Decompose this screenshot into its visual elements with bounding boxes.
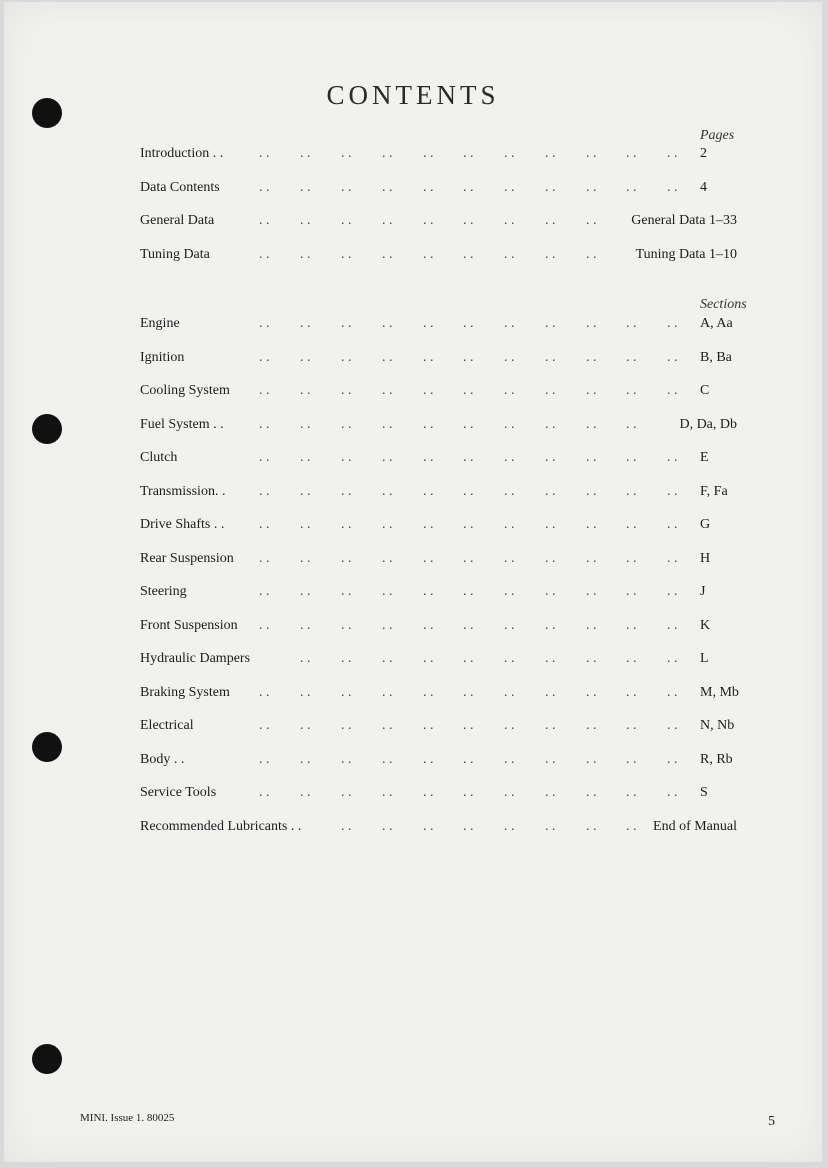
dot-leader: . . <box>382 584 393 599</box>
dot-leader: . . <box>626 416 637 432</box>
dot-leader: . . <box>463 146 474 161</box>
dot-leader: . . <box>300 550 311 566</box>
dot-leader: . . <box>259 718 270 733</box>
dot-leader: . . <box>545 349 556 365</box>
document-page <box>4 2 822 1162</box>
section-entry-label: Front Suspension <box>140 617 238 633</box>
section-entry-label: Transmission. . <box>140 483 226 499</box>
dot-leader: . . <box>586 751 597 767</box>
dot-leader: . . <box>259 450 270 465</box>
dot-leader: . . <box>423 483 434 499</box>
page-entry-ref: 2 <box>700 146 707 161</box>
dot-leader: . . <box>504 617 515 633</box>
dot-leader: . . <box>667 483 678 499</box>
dot-leader: . . <box>259 785 270 800</box>
dot-leader: . . <box>423 617 434 633</box>
dot-leader: . . <box>545 785 556 800</box>
dot-leader: . . <box>545 818 556 834</box>
dot-leader: . . <box>382 684 393 700</box>
dot-leader: . . <box>667 718 678 733</box>
dot-leader: . . <box>626 179 637 195</box>
section-entry <box>137 314 777 334</box>
section-entry-ref: K <box>700 617 711 633</box>
dot-leader: . . <box>586 684 597 700</box>
section-entry <box>137 716 777 736</box>
dot-leader: . . <box>300 785 311 800</box>
section-entry-ref: S <box>700 785 708 800</box>
section-entry-label: Braking System <box>140 684 230 700</box>
dot-leader: . . <box>586 316 597 331</box>
dot-leader: . . <box>463 213 474 228</box>
page-title: CONTENTS <box>326 80 500 110</box>
section-entry <box>137 683 777 703</box>
dot-leader: . . <box>300 416 311 432</box>
dot-leader: . . <box>341 617 352 633</box>
dot-leader: . . <box>341 517 352 532</box>
section-entry <box>137 616 777 636</box>
dot-leader: . . <box>586 213 597 228</box>
dot-leader: . . <box>504 213 515 228</box>
dot-leader: . . <box>423 584 434 599</box>
dot-leader: . . <box>667 146 678 161</box>
dot-leader: . . <box>586 483 597 499</box>
dot-leader: . . <box>463 316 474 331</box>
dot-leader: . . <box>586 450 597 465</box>
dot-leader: . . <box>423 718 434 733</box>
dot-leader: . . <box>341 751 352 767</box>
dot-leader: . . <box>300 517 311 532</box>
dot-leader: . . <box>504 179 515 195</box>
section-entry-label: Ignition <box>140 349 185 365</box>
dot-leader: . . <box>545 651 556 666</box>
dot-leader: . . <box>667 179 678 195</box>
dot-leader: . . <box>586 146 597 161</box>
dot-leader: . . <box>545 584 556 599</box>
dot-leader: . . <box>545 213 556 228</box>
dot-leader: . . <box>504 651 515 666</box>
dot-leader: . . <box>545 517 556 532</box>
dot-leader: . . <box>586 550 597 566</box>
dot-leader: . . <box>423 818 434 834</box>
dot-leader: . . <box>545 316 556 331</box>
dot-leader: . . <box>259 617 270 633</box>
binder-hole <box>32 1044 62 1074</box>
dot-leader: . . <box>545 751 556 767</box>
dot-leader: . . <box>382 617 393 633</box>
footer-issue-info: MINI. Issue 1. 80025 <box>80 1112 175 1124</box>
dot-leader: . . <box>382 450 393 465</box>
page-entry <box>137 178 777 198</box>
dot-leader: . . <box>667 785 678 800</box>
dot-leader: . . <box>626 517 637 532</box>
dot-leader: . . <box>463 617 474 633</box>
section-entry-label: Recommended Lubricants . . <box>140 818 302 834</box>
dot-leader: . . <box>300 179 311 195</box>
dot-leader: . . <box>586 651 597 666</box>
dot-leader: . . <box>423 316 434 331</box>
section-entry-label: Steering <box>140 584 187 599</box>
section-entry-ref: D, Da, Db <box>679 416 737 432</box>
section-entry <box>137 381 777 401</box>
dot-leader: . . <box>463 450 474 465</box>
dot-leader: . . <box>382 316 393 331</box>
dot-leader: . . <box>504 818 515 834</box>
dot-leader: . . <box>463 751 474 767</box>
dot-leader: . . <box>545 179 556 195</box>
page-entry <box>137 144 777 164</box>
dot-leader: . . <box>259 179 270 195</box>
dot-leader: . . <box>382 179 393 195</box>
pages-column-heading: Pages <box>700 128 735 143</box>
binder-hole <box>32 414 62 444</box>
sections-column-heading: Sections <box>700 297 747 312</box>
section-entry-ref: L <box>700 651 709 666</box>
dot-leader: . . <box>423 684 434 700</box>
dot-leader: . . <box>545 684 556 700</box>
section-entry-label: Hydraulic Dampers <box>140 651 251 666</box>
dot-leader: . . <box>626 550 637 566</box>
section-entry <box>137 783 777 803</box>
dot-leader: . . <box>300 349 311 365</box>
section-entry-ref: J <box>700 584 706 599</box>
dot-leader: . . <box>259 517 270 532</box>
dot-leader: . . <box>382 651 393 666</box>
section-entry-label: Cooling System <box>140 383 230 398</box>
section-entry <box>137 817 777 837</box>
dot-leader: . . <box>259 146 270 161</box>
page-entry-ref: General Data 1–33 <box>631 213 737 228</box>
dot-leader: . . <box>504 684 515 700</box>
dot-leader: . . <box>259 584 270 599</box>
dot-leader: . . <box>341 584 352 599</box>
dot-leader: . . <box>667 383 678 398</box>
section-entry-ref: H <box>700 550 711 566</box>
dot-leader: . . <box>341 651 352 666</box>
dot-leader: . . <box>341 383 352 398</box>
dot-leader: . . <box>545 450 556 465</box>
dot-leader: . . <box>341 316 352 331</box>
section-entry-label: Engine <box>140 316 180 331</box>
dot-leader: . . <box>341 246 352 262</box>
dot-leader: . . <box>463 483 474 499</box>
dot-leader: . . <box>423 179 434 195</box>
dot-leader: . . <box>504 383 515 398</box>
dot-leader: . . <box>667 651 678 666</box>
dot-leader: . . <box>382 483 393 499</box>
dot-leader: . . <box>545 617 556 633</box>
dot-leader: . . <box>382 213 393 228</box>
dot-leader: . . <box>545 383 556 398</box>
dot-leader: . . <box>259 316 270 331</box>
dot-leader: . . <box>463 718 474 733</box>
dot-leader: . . <box>545 550 556 566</box>
dot-leader: . . <box>382 383 393 398</box>
dot-leader: . . <box>463 684 474 700</box>
page-entry-label: Tuning Data <box>140 246 210 262</box>
dot-leader: . . <box>586 785 597 800</box>
dot-leader: . . <box>626 617 637 633</box>
dot-leader: . . <box>667 684 678 700</box>
dot-leader: . . <box>423 550 434 566</box>
dot-leader: . . <box>341 146 352 161</box>
dot-leader: . . <box>586 584 597 599</box>
dot-leader: . . <box>626 718 637 733</box>
dot-leader: . . <box>504 246 515 262</box>
dot-leader: . . <box>463 550 474 566</box>
dot-leader: . . <box>382 246 393 262</box>
page-entry-label: General Data <box>140 213 215 228</box>
dot-leader: . . <box>341 684 352 700</box>
dot-leader: . . <box>300 483 311 499</box>
dot-leader: . . <box>423 517 434 532</box>
dot-leader: . . <box>586 617 597 633</box>
dot-leader: . . <box>300 246 311 262</box>
dot-leader: . . <box>626 316 637 331</box>
dot-leader: . . <box>382 785 393 800</box>
dot-leader: . . <box>626 751 637 767</box>
dot-leader: . . <box>504 550 515 566</box>
dot-leader: . . <box>626 146 637 161</box>
section-entry <box>137 582 777 602</box>
dot-leader: . . <box>626 818 637 834</box>
dot-leader: . . <box>259 349 270 365</box>
dot-leader: . . <box>463 246 474 262</box>
page-entry-label: Data Contents <box>140 179 220 195</box>
dot-leader: . . <box>341 785 352 800</box>
dot-leader: . . <box>626 651 637 666</box>
dot-leader: . . <box>504 718 515 733</box>
dot-leader: . . <box>382 517 393 532</box>
dot-leader: . . <box>667 584 678 599</box>
dot-leader: . . <box>423 785 434 800</box>
dot-leader: . . <box>463 584 474 599</box>
section-entry-label: Clutch <box>140 450 178 465</box>
dot-leader: . . <box>545 246 556 262</box>
section-entry-ref: R, Rb <box>700 751 733 767</box>
dot-leader: . . <box>626 684 637 700</box>
dot-leader: . . <box>545 718 556 733</box>
binder-hole <box>32 732 62 762</box>
page-entry-ref: Tuning Data 1–10 <box>635 246 737 262</box>
dot-leader: . . <box>586 349 597 365</box>
dot-leader: . . <box>667 617 678 633</box>
dot-leader: . . <box>341 179 352 195</box>
dot-leader: . . <box>586 517 597 532</box>
page-entry-ref: 4 <box>700 179 707 195</box>
dot-leader: . . <box>667 450 678 465</box>
dot-leader: . . <box>463 383 474 398</box>
section-entry-label: Service Tools <box>140 785 217 800</box>
dot-leader: . . <box>382 550 393 566</box>
dot-leader: . . <box>300 584 311 599</box>
dot-leader: . . <box>341 818 352 834</box>
section-entry-label: Drive Shafts . . <box>140 517 225 532</box>
section-entry <box>137 549 777 569</box>
section-entry-ref: F, Fa <box>700 483 728 499</box>
section-entry-ref: G <box>700 517 711 532</box>
dot-leader: . . <box>300 684 311 700</box>
dot-leader: . . <box>300 751 311 767</box>
dot-leader: . . <box>300 450 311 465</box>
dot-leader: . . <box>586 246 597 262</box>
page-entry <box>137 211 777 231</box>
dot-leader: . . <box>545 146 556 161</box>
section-entry-ref: C <box>700 383 710 398</box>
dot-leader: . . <box>504 785 515 800</box>
dot-leader: . . <box>586 383 597 398</box>
dot-leader: . . <box>626 383 637 398</box>
dot-leader: . . <box>341 450 352 465</box>
dot-leader: . . <box>341 213 352 228</box>
dot-leader: . . <box>463 179 474 195</box>
dot-leader: . . <box>504 584 515 599</box>
dot-leader: . . <box>667 751 678 767</box>
dot-leader: . . <box>259 383 270 398</box>
dot-leader: . . <box>300 146 311 161</box>
section-entry-ref: B, Ba <box>700 349 732 365</box>
section-entry-label: Rear Suspension <box>140 550 234 566</box>
dot-leader: . . <box>545 483 556 499</box>
page-entry-label: Introduction . . <box>140 146 224 161</box>
dot-leader: . . <box>504 416 515 432</box>
dot-leader: . . <box>586 718 597 733</box>
section-entry-label: Fuel System . . <box>140 416 224 432</box>
section-entry <box>137 448 777 468</box>
dot-leader: . . <box>300 617 311 633</box>
dot-leader: . . <box>341 416 352 432</box>
dot-leader: . . <box>504 146 515 161</box>
dot-leader: . . <box>504 450 515 465</box>
dot-leader: . . <box>382 818 393 834</box>
dot-leader: . . <box>586 818 597 834</box>
page-entry <box>137 245 777 265</box>
dot-leader: . . <box>504 483 515 499</box>
dot-leader: . . <box>259 416 270 432</box>
dot-leader: . . <box>626 349 637 365</box>
dot-leader: . . <box>504 349 515 365</box>
section-entry <box>137 750 777 770</box>
section-entry <box>137 482 777 502</box>
dot-leader: . . <box>667 550 678 566</box>
dot-leader: . . <box>423 146 434 161</box>
dot-leader: . . <box>259 213 270 228</box>
section-entry <box>137 348 777 368</box>
dot-leader: . . <box>300 718 311 733</box>
dot-leader: . . <box>382 146 393 161</box>
dot-leader: . . <box>626 483 637 499</box>
section-entry-ref: E <box>700 450 709 465</box>
section-entry <box>137 515 777 535</box>
dot-leader: . . <box>667 349 678 365</box>
dot-leader: . . <box>423 651 434 666</box>
dot-leader: . . <box>586 416 597 432</box>
dot-leader: . . <box>504 751 515 767</box>
section-entry-ref: M, Mb <box>700 684 739 700</box>
dot-leader: . . <box>382 416 393 432</box>
dot-leader: . . <box>504 316 515 331</box>
dot-leader: . . <box>382 751 393 767</box>
dot-leader: . . <box>545 416 556 432</box>
dot-leader: . . <box>626 450 637 465</box>
section-entry-ref: End of Manual <box>653 818 737 834</box>
dot-leader: . . <box>504 517 515 532</box>
dot-leader: . . <box>341 550 352 566</box>
dot-leader: . . <box>300 383 311 398</box>
dot-leader: . . <box>423 450 434 465</box>
dot-leader: . . <box>341 349 352 365</box>
dot-leader: . . <box>463 416 474 432</box>
dot-leader: . . <box>423 416 434 432</box>
dot-leader: . . <box>626 584 637 599</box>
dot-leader: . . <box>463 651 474 666</box>
dot-leader: . . <box>341 718 352 733</box>
dot-leader: . . <box>382 349 393 365</box>
section-entry-ref: N, Nb <box>700 718 735 733</box>
dot-leader: . . <box>423 349 434 365</box>
dot-leader: . . <box>667 316 678 331</box>
dot-leader: . . <box>423 383 434 398</box>
dot-leader: . . <box>423 213 434 228</box>
section-entry-label: Electrical <box>140 718 194 733</box>
dot-leader: . . <box>300 316 311 331</box>
dot-leader: . . <box>463 785 474 800</box>
page-number: 5 <box>768 1114 775 1129</box>
dot-leader: . . <box>259 483 270 499</box>
dot-leader: . . <box>259 684 270 700</box>
dot-leader: . . <box>300 213 311 228</box>
section-entry-ref: A, Aa <box>700 316 733 331</box>
dot-leader: . . <box>423 246 434 262</box>
dot-leader: . . <box>259 751 270 767</box>
dot-leader: . . <box>423 751 434 767</box>
dot-leader: . . <box>341 483 352 499</box>
dot-leader: . . <box>626 785 637 800</box>
section-entry <box>137 415 777 435</box>
section-entry <box>137 649 777 669</box>
dot-leader: . . <box>667 517 678 532</box>
dot-leader: . . <box>259 246 270 262</box>
dot-leader: . . <box>382 718 393 733</box>
section-entry-label: Body . . <box>140 751 185 767</box>
dot-leader: . . <box>463 517 474 532</box>
dot-leader: . . <box>259 550 270 566</box>
dot-leader: . . <box>300 651 311 666</box>
dot-leader: . . <box>586 179 597 195</box>
dot-leader: . . <box>463 349 474 365</box>
dot-leader: . . <box>463 818 474 834</box>
